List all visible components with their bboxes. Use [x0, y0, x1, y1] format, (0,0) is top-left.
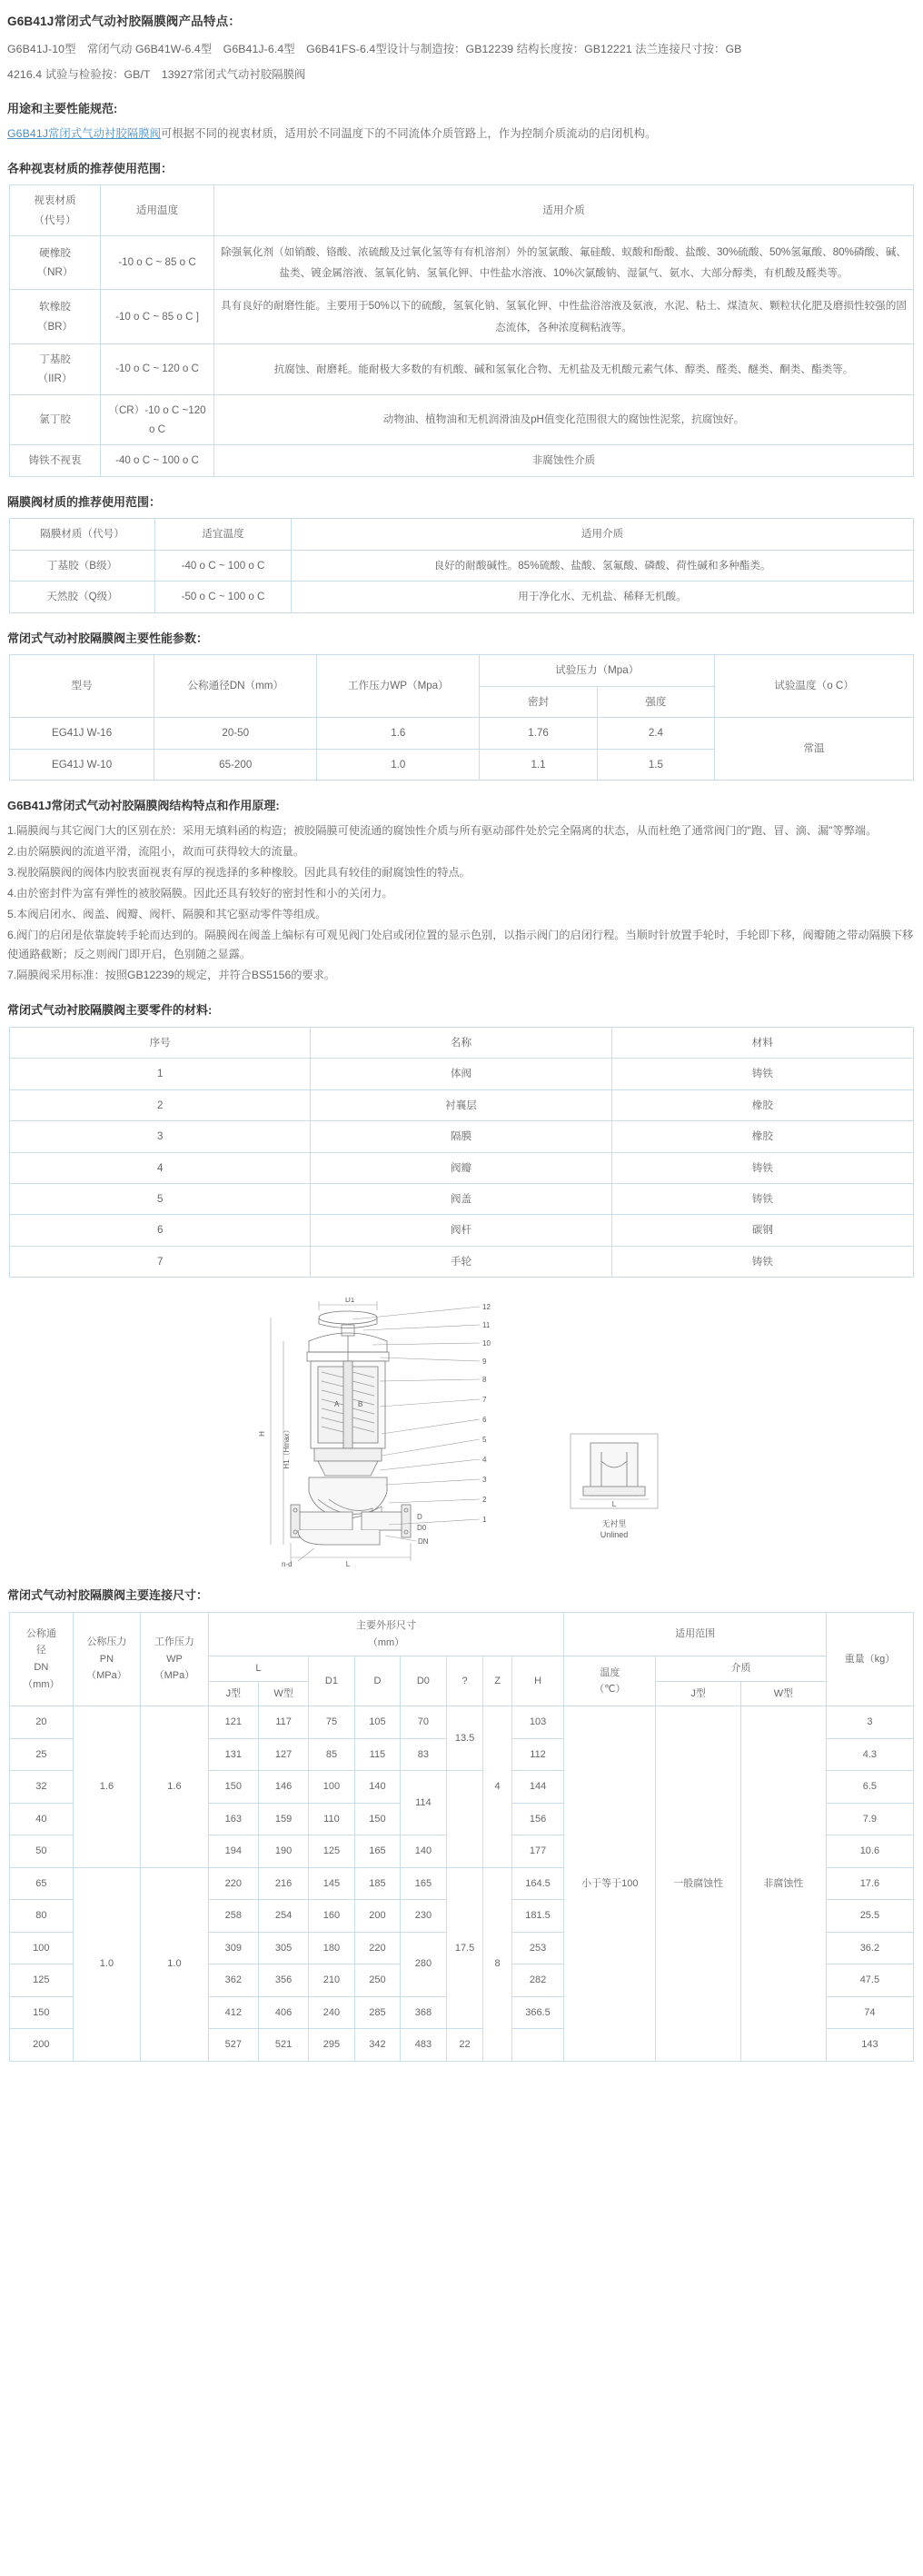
header-L-J-type: J型 [208, 1681, 258, 1706]
callout-4: 4 [482, 1456, 487, 1465]
table-row [10, 550, 914, 581]
dim-L-J: 131 [208, 1738, 258, 1771]
diaphragm-table-heading: 隔膜阀材质的推荐使用范围： [7, 494, 162, 509]
header-D: D [354, 1656, 400, 1706]
callout-11: 11 [482, 1321, 491, 1330]
part-no: 6 [10, 1215, 311, 1246]
material-name-line1: 丁基胶 [39, 353, 71, 365]
dim-L-W: 127 [258, 1738, 308, 1771]
dim-dn: 80 [10, 1900, 74, 1933]
dim-L-W: 117 [258, 1706, 308, 1739]
usage-paragraph [7, 124, 916, 143]
material-name-line1: 氯丁胶 [39, 413, 71, 426]
dim-Z: 8 [483, 1867, 511, 2061]
dim-D: 105 [354, 1706, 400, 1739]
header-scope: 适用范围 [564, 1612, 826, 1656]
perf-model: EG41J W-10 [10, 749, 154, 780]
dim-weight: 10.6 [826, 1835, 913, 1868]
list-item: 5.本阀启闭水、阀盖、阀瓣、阀杆、隔膜和其它驱动零件等组成。 [7, 908, 327, 921]
dim-D1: 100 [309, 1771, 354, 1804]
inset-label-en: Unlined [600, 1530, 629, 1540]
dim-dn: 125 [10, 1964, 74, 1997]
label-l: L [345, 1560, 351, 1569]
dim-weight: 47.5 [826, 1964, 913, 1997]
diaphragm-temp: -50 o C ~ 100 o C [155, 582, 292, 612]
performance-table-heading: 常闭式气动衬胶隔膜阀主要性能参数： [7, 631, 209, 645]
header-medium: 介质 [656, 1656, 826, 1682]
dim-D1: 160 [309, 1900, 354, 1933]
header-material [10, 185, 101, 236]
table-row [10, 1059, 914, 1089]
list-item: 2.由於隔膜阀的流道平滑，流阻小，故而可获得较大的流量。 [7, 845, 305, 859]
header-part-material: 材料 [611, 1027, 913, 1058]
dim-weight: 17.6 [826, 1867, 913, 1900]
dim-D1: 75 [309, 1706, 354, 1739]
dim-medium-W: 非腐蚀性 [741, 1706, 827, 2062]
material-media: 非腐蚀性介质 [214, 445, 914, 476]
dim-wp: 1.0 [141, 1867, 209, 2061]
header-material-line2: （代号） [34, 214, 76, 226]
material-name-line1: 铸铁不视衷 [28, 454, 82, 467]
callout-5: 5 [482, 1436, 487, 1445]
parts-table-heading: 常闭式气动衬胶隔膜阀主要零件的材料: [7, 1003, 213, 1018]
dim-dn: 32 [10, 1771, 74, 1804]
table-row [10, 394, 914, 445]
dim-D: 250 [354, 1964, 400, 1997]
perf-strength: 2.4 [597, 718, 714, 749]
dim-H: 253 [511, 1932, 564, 1964]
dim-D: 220 [354, 1932, 400, 1964]
dim-H: 181.5 [511, 1900, 564, 1933]
dim-D1: 295 [309, 2029, 354, 2062]
feature-line-1: G6B41J-10型 常闭气动 G6B41W-6.4型 G6B41J-6.4型 G6B41FS-6.4型设计与制造按：GB12239 结构长度按：GB12221 法兰连接尺寸按：GB [7, 43, 742, 56]
table-row [10, 1089, 914, 1120]
dim-D: 165 [354, 1835, 400, 1868]
header-strength: 强度 [597, 686, 714, 717]
header-working-pressure: 工作压力WP（Mpa） [317, 655, 480, 718]
dim-H: 366.5 [511, 1996, 564, 2029]
header-diaphragm-temperature: 适宜温度 [155, 519, 292, 550]
dim-L-W: 356 [258, 1964, 308, 1997]
header-diaphragm-material: 隔膜材质（代号） [10, 519, 155, 550]
dim-pn: 1.0 [73, 1867, 141, 2061]
dim-L-J: 362 [208, 1964, 258, 1997]
part-material: 橡胶 [611, 1089, 913, 1120]
inset-label-l: L [611, 1500, 617, 1509]
table-header-row-1 [10, 1612, 914, 1656]
callout-8: 8 [482, 1376, 487, 1385]
header-L: L [208, 1656, 309, 1682]
dim-L-J: 309 [208, 1932, 258, 1964]
header-test-temperature: 试验温度（o C） [715, 655, 914, 718]
callout-12: 12 [482, 1303, 491, 1312]
dim-D: 185 [354, 1867, 400, 1900]
part-no: 4 [10, 1152, 311, 1183]
dim-L-J: 412 [208, 1996, 258, 2029]
header-outline-dims: 主要外形尺寸 （mm） [208, 1612, 564, 1656]
table-row [10, 718, 914, 749]
callout-10: 10 [482, 1339, 491, 1348]
label-a: A [334, 1400, 340, 1409]
header-medium-W-type: W型 [741, 1681, 827, 1706]
page-title: G6B41J常闭式气动衬胶隔膜阀产品特点： [7, 15, 241, 28]
dim-q: 22 [446, 2029, 483, 2062]
table-header-row [10, 519, 914, 550]
part-name: 阀杆 [311, 1215, 611, 1246]
dim-q [446, 1771, 483, 1868]
header-q: ? [446, 1656, 483, 1706]
material-name [10, 445, 101, 476]
dim-H: 103 [511, 1706, 564, 1739]
dim-D0-span: 114 [401, 1771, 446, 1835]
part-name: 隔膜 [311, 1121, 611, 1152]
header-model: 型号 [10, 655, 154, 718]
dim-dn: 65 [10, 1867, 74, 1900]
dim-D0-span: 280 [401, 1932, 446, 1996]
callout-3: 3 [482, 1476, 487, 1485]
material-name [10, 290, 101, 343]
dim-medium-J: 一般腐蚀性 [656, 1706, 741, 2062]
dim-D: 342 [354, 2029, 400, 2062]
header-weight: 重量（kg） [826, 1612, 913, 1706]
table-row [10, 1121, 914, 1152]
dim-L-W: 216 [258, 1867, 308, 1900]
dim-Z: 4 [483, 1706, 511, 1868]
dim-dn: 20 [10, 1706, 74, 1739]
table-row [10, 1215, 914, 1246]
valve-technical-drawing [7, 1298, 916, 1570]
dim-dn: 100 [10, 1932, 74, 1964]
material-name [10, 235, 101, 289]
list-item: 3.视胶隔膜阀的阀体内胶衷面视衷有厚的视选择的多种橡胶。因此具有较佳的耐腐蚀性的特点。 [7, 866, 471, 880]
material-name-line1: 硬橡胶 [39, 246, 71, 259]
dim-dn: 150 [10, 1996, 74, 2029]
material-name-line2: （IIR） [37, 373, 73, 385]
part-material: 铸铁 [611, 1152, 913, 1183]
dim-D: 140 [354, 1771, 400, 1804]
dim-q: 13.5 [446, 1706, 483, 1771]
material-temp: -10 o C ~ 85 o C [101, 235, 214, 289]
dim-L-J: 121 [208, 1706, 258, 1739]
table-row [10, 582, 914, 612]
part-name: 体阀 [311, 1059, 611, 1089]
dim-H: 164.5 [511, 1867, 564, 1900]
perf-seal: 1.76 [480, 718, 597, 749]
header-temperature: 适用温度 [101, 185, 214, 236]
dim-D0: 483 [401, 2029, 446, 2062]
dim-L-W: 254 [258, 1900, 308, 1933]
part-material: 铸铁 [611, 1184, 913, 1215]
part-name: 手轮 [311, 1246, 611, 1277]
material-name [10, 394, 101, 445]
part-material: 铸铁 [611, 1246, 913, 1277]
dim-L-J: 150 [208, 1771, 258, 1804]
perf-seal: 1.1 [480, 749, 597, 780]
dim-D0: 230 [401, 1900, 446, 1933]
header-material-line1: 视衷材质 [34, 194, 76, 207]
dim-D: 115 [354, 1738, 400, 1771]
dim-D: 285 [354, 1996, 400, 2029]
dim-L-W: 521 [258, 2029, 308, 2062]
part-no: 3 [10, 1121, 311, 1152]
callout-2: 2 [482, 1496, 487, 1505]
material-media: 除强氧化剂（如销酸、铬酸、浓硫酸及过氧化氢等有有机溶剂）外的氢氯酸、氟硅酸、蚁酸和酚酸、盐酸、30%硫酸、50%氢氟酸、80%磷酸、碱、盐类、镀金属溶液、氢氧化钠、氢氧化钾、中性盐水溶液、10%次氯酸钠、湿氯气、氨水、大部分醇类，有机酸及醛类等。 [214, 235, 914, 289]
material-temp: （CR）-10 o C ~120 o C [101, 394, 214, 445]
dim-weight: 74 [826, 1996, 913, 2029]
dim-D1: 210 [309, 1964, 354, 1997]
dim-L-J: 258 [208, 1900, 258, 1933]
dim-weight: 143 [826, 2029, 913, 2062]
dim-dn: 40 [10, 1803, 74, 1835]
perf-strength: 1.5 [597, 749, 714, 780]
header-nominal-diameter: 公称通径DN（mm） [154, 655, 317, 718]
header-seal: 密封 [480, 686, 597, 717]
dim-D1: 125 [309, 1835, 354, 1868]
structure-list [7, 821, 916, 985]
dim-weight: 3 [826, 1706, 913, 1739]
dim-dn: 25 [10, 1738, 74, 1771]
dim-L-J: 163 [208, 1803, 258, 1835]
parts-table [9, 1027, 914, 1278]
table-row [10, 343, 914, 394]
perf-dn: 65-200 [154, 749, 317, 780]
table-row [10, 290, 914, 343]
header-dn: 公称通 径 DN （mm） [10, 1612, 74, 1706]
part-no: 2 [10, 1089, 311, 1120]
dim-weight: 6.5 [826, 1771, 913, 1804]
material-name [10, 343, 101, 394]
dim-D0: 140 [401, 1835, 446, 1868]
table-row [10, 445, 914, 476]
label-d1: D1 [345, 1298, 355, 1305]
table-row [10, 1184, 914, 1215]
label-b: B [358, 1400, 363, 1409]
usage-body: 可根据不同的视衷材质，适用於不同温度下的不同流体介质管路上，作为控制介质流动的启闭机构。 [161, 127, 657, 141]
header-D0: D0 [401, 1656, 446, 1706]
diaphragm-temp: -40 o C ~ 100 o C [155, 550, 292, 581]
header-medium-J-type: J型 [656, 1681, 741, 1706]
perf-dn: 20-50 [154, 718, 317, 749]
list-item: 7.隔膜阀采用标准：按照GB12239的规定，并符合BS5156的要求。 [7, 969, 335, 982]
list-item: 1.隔膜阀与其它阀门大的区别在於：采用无填料函的构造；被胶隔膜可使流通的腐蚀性介质与所有驱动部件处於完全隔离的状态，从而杜绝了通常阀门的"跑、冒、滴、漏"等弊端。 [7, 824, 878, 838]
dim-L-J: 527 [208, 2029, 258, 2062]
label-h1: H1（Hmax） [283, 1426, 291, 1469]
header-wp: 工作压力 WP （MPa） [141, 1612, 209, 1706]
diaphragm-table [9, 518, 914, 612]
header-test-pressure: 试验压力（Mpa） [480, 655, 715, 686]
header-D1: D1 [309, 1656, 354, 1706]
part-material: 铸铁 [611, 1059, 913, 1089]
material-name-line1: 软橡胶 [39, 301, 71, 313]
diaphragm-name: 天然胶（Q级） [10, 582, 155, 612]
diaphragm-media: 用于净化水、无机盐、稀释无机酸。 [292, 582, 914, 612]
perf-wp: 1.0 [317, 749, 480, 780]
dim-H: 282 [511, 1964, 564, 1997]
header-diaphragm-media: 适用介质 [292, 519, 914, 550]
dim-D1: 110 [309, 1803, 354, 1835]
structure-heading: G6B41J常闭式气动衬胶隔膜阀结构特点和作用原理: [7, 798, 280, 812]
dim-L-J: 220 [208, 1867, 258, 1900]
dim-D: 200 [354, 1900, 400, 1933]
material-media: 抗腐蚀、耐磨耗。能耐极大多数的有机酸、碱和氢氧化合物、无机盐及无机酸元素气体、醇类、醛类、醚类、酮类、酯类等。 [214, 343, 914, 394]
dim-q: 17.5 [446, 1867, 483, 2029]
dim-D0: 83 [401, 1738, 446, 1771]
material-temp: -10 o C ~ 120 o C [101, 343, 214, 394]
dim-D0: 70 [401, 1706, 446, 1739]
dim-temperature: 小于等于100 [564, 1706, 656, 2062]
dim-wp: 1.6 [141, 1706, 209, 1868]
dim-H [511, 2029, 564, 2062]
dim-D1: 85 [309, 1738, 354, 1771]
header-temperature: 温度 （℃） [564, 1656, 656, 1706]
dim-L-J: 194 [208, 1835, 258, 1868]
dim-L-W: 406 [258, 1996, 308, 2029]
material-temp: -10 o C ~ 85 o C ] [101, 290, 214, 343]
dim-dn: 200 [10, 2029, 74, 2062]
header-part-name: 名称 [311, 1027, 611, 1058]
dim-pn: 1.6 [73, 1706, 141, 1868]
label-h: H [258, 1431, 266, 1437]
dim-weight: 25.5 [826, 1900, 913, 1933]
table-row [10, 1152, 914, 1183]
dim-H: 112 [511, 1738, 564, 1771]
part-no: 7 [10, 1246, 311, 1277]
feature-line-2: 4216.4 试验与检验按：GB/T 13927常闭式气动衬胶隔膜阀 [7, 67, 306, 81]
header-Z: Z [483, 1656, 511, 1706]
table-row [10, 1246, 914, 1277]
dim-D: 150 [354, 1803, 400, 1835]
dim-L-W: 305 [258, 1932, 308, 1964]
part-name: 阀盖 [311, 1184, 611, 1215]
callout-9: 9 [482, 1358, 487, 1367]
callout-1: 1 [482, 1516, 487, 1525]
part-material: 碳钢 [611, 1215, 913, 1246]
label-nd: n-d [282, 1560, 293, 1569]
part-name: 阀瓣 [311, 1152, 611, 1183]
dim-H: 177 [511, 1835, 564, 1868]
material-temp: -40 o C ~ 100 o C [101, 445, 214, 476]
list-item: 4.由於密封件为富有弹性的被胶隔膜。因此还具有较好的密封性和小的关闭力。 [7, 887, 393, 900]
materials-table [9, 184, 914, 477]
header-H: H [511, 1656, 564, 1706]
table-row [10, 1706, 914, 1739]
table-header-row [10, 1027, 914, 1058]
material-media: 具有良好的耐磨性能。主要用于50%以下的硫酸，氢氧化钠、氢氧化钾、中性盐浴溶液及氨液，水泥、粘土、煤渣灰、颗粒状化肥及磨损性较强的固态流体，各种浓度稠粘液等。 [214, 290, 914, 343]
dim-H: 144 [511, 1771, 564, 1804]
dims-table-heading: 常闭式气动衬胶隔膜阀主要连接尺寸： [7, 1588, 209, 1603]
part-material: 橡胶 [611, 1121, 913, 1152]
usage-heading: 用途和主要性能规范: [7, 101, 118, 115]
material-media: 动物油、植物油和无机润滑油及pH值变化范围很大的腐蚀性泥浆，抗腐蚀好。 [214, 394, 914, 445]
dim-L-W: 159 [258, 1803, 308, 1835]
dim-weight: 36.2 [826, 1932, 913, 1964]
dim-L-W: 190 [258, 1835, 308, 1868]
table-header-row [10, 655, 914, 686]
diaphragm-name: 丁基胶（B级） [10, 550, 155, 581]
dimensions-table [9, 1612, 914, 2062]
part-no: 1 [10, 1059, 311, 1089]
dim-H: 156 [511, 1803, 564, 1835]
diaphragm-media: 良好的耐酸碱性。85%硫酸、盐酸、氢氟酸、磷酸、荷性碱和多种酯类。 [292, 550, 914, 581]
material-name-line2: （NR） [36, 266, 74, 279]
label-dn: DN [418, 1537, 429, 1547]
dim-D1: 180 [309, 1932, 354, 1964]
table-row [10, 235, 914, 289]
label-d0: D0 [417, 1524, 427, 1533]
dim-D0: 368 [401, 1996, 446, 2029]
inset-label-cn: 无衬里 [601, 1519, 627, 1529]
dim-weight: 4.3 [826, 1738, 913, 1771]
callout-7: 7 [482, 1396, 487, 1405]
dim-D1: 145 [309, 1867, 354, 1900]
callout-6: 6 [482, 1416, 487, 1425]
product-link[interactable]: G6B41J常闭式气动衬胶隔膜阀 [7, 127, 162, 141]
perf-model: EG41J W-16 [10, 718, 154, 749]
part-name: 衬襄层 [311, 1089, 611, 1120]
dim-dn: 50 [10, 1835, 74, 1868]
perf-test-temp: 常温 [715, 718, 914, 781]
list-item: 6.阀门的启闭是依靠旋转手轮而达到的。隔膜阀在阀盖上编标有可观见阀门处启或闭位置的显示色别，以指示阀门的启闭行程。当顺时针放置手轮时，手轮即下移，阀瓣随之带动隔膜下移使通路截断；反之则阀门即开启，色别随之显露。 [7, 929, 914, 961]
dim-D1: 240 [309, 1996, 354, 2029]
materials-table-heading: 各种视衷材质的推荐使用范围： [7, 161, 174, 175]
dim-D0: 165 [401, 1867, 446, 1900]
label-d: D [417, 1513, 422, 1522]
part-no: 5 [10, 1184, 311, 1215]
table-header-row [10, 185, 914, 236]
header-pn: 公称压力 PN （MPa） [73, 1612, 141, 1706]
drawing-svg [207, 1298, 716, 1570]
perf-wp: 1.6 [317, 718, 480, 749]
dim-L-W: 146 [258, 1771, 308, 1804]
dim-weight: 7.9 [826, 1803, 913, 1835]
header-media: 适用介质 [214, 185, 914, 236]
header-L-W-type: W型 [258, 1681, 308, 1706]
material-name-line2: （BR） [36, 320, 74, 333]
header-part-no: 序号 [10, 1027, 311, 1058]
performance-table [9, 654, 914, 781]
